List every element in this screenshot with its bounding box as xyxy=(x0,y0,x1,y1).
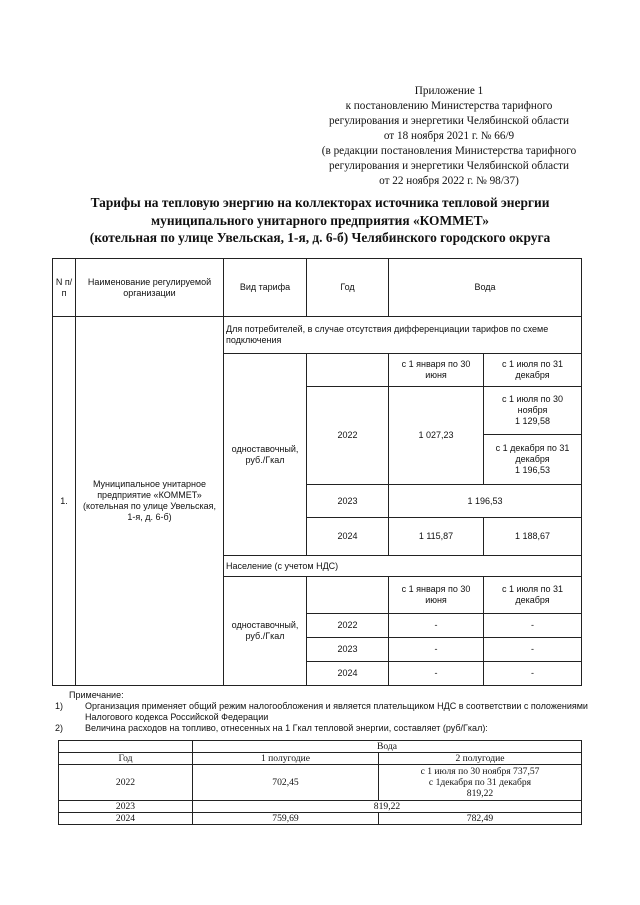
appendix-line: регулирования и энергетики Челябинской области xyxy=(329,115,569,127)
fuel-line: с 1декабря по 31 декабря xyxy=(428,777,532,788)
note-text: Организация применяет общий режим налогообложения и является плательщиком НДС в соответствии с положениями Налогового кодекса Российской Федерации xyxy=(85,701,588,722)
appendix-line: Приложение 1 xyxy=(414,85,484,97)
tariff-value: - xyxy=(389,614,484,638)
tariff-type: одноставочный, руб./Гкал xyxy=(224,577,307,686)
tariff-value: 1 027,23 xyxy=(389,387,484,485)
fuel-header-water: Вода xyxy=(193,741,582,753)
tariff-table xyxy=(52,258,582,686)
appendix-line: от 22 ноября 2022 г. № 98/37) xyxy=(379,175,519,187)
period-h1: с 1 января по 30 июня xyxy=(389,354,484,387)
appendix-line: к постановлению Министерства тарифного xyxy=(345,100,553,112)
appendix-line: регулирования и энергетики Челябинской области xyxy=(329,160,569,172)
fuel-line: с 1 июля по 30 ноября 737,57 xyxy=(420,766,540,777)
empty-cell xyxy=(59,741,193,753)
notes-heading: Примечание: xyxy=(69,690,124,700)
note-number: 1) xyxy=(55,701,64,711)
title-line: (котельная по улице Увельская, 1-я, д. 6-б) Челябинского городского округа xyxy=(89,230,551,245)
section-consumers: Для потребителей, в случае отсутствия дифференциации тарифов по схеме подключения xyxy=(224,317,582,354)
tariff-value xyxy=(484,435,582,485)
fuel-header-h2: 2 полугодие xyxy=(379,753,582,765)
period-label: с 1 июля по 30 ноября xyxy=(501,394,564,415)
year-cell: 2023 xyxy=(307,485,389,518)
tariff-value: 1 196,53 xyxy=(389,485,582,518)
fuel-header-h1: 1 полугодие xyxy=(193,753,379,765)
fuel-year: 2023 xyxy=(59,801,193,813)
tariff-type: одноставочный, руб./Гкал xyxy=(224,354,307,556)
tariff-value: - xyxy=(484,638,582,662)
header-org: Наименование регулируемой организации xyxy=(76,259,224,317)
fuel-line: 819,22 xyxy=(466,788,494,799)
fuel-cost-table xyxy=(58,740,582,825)
org-name: Муниципальное унитарное предприятие «КОММЕТ» (котельная по улице Увельская, 1-я, д. 6-б) xyxy=(76,317,224,686)
empty-cell xyxy=(307,577,389,614)
header-water: Вода xyxy=(389,259,582,317)
period-h2: с 1 июля по 31 декабря xyxy=(484,354,582,387)
section-population: Население (с учетом НДС) xyxy=(224,556,582,577)
title-line: Тарифы на тепловую энергию на коллекторах источника тепловой энергии xyxy=(90,195,550,210)
year-cell: 2024 xyxy=(307,518,389,556)
title-line: муниципального унитарного предприятия «КОММЕТ» xyxy=(151,212,489,228)
notes xyxy=(55,690,595,734)
document-title xyxy=(40,194,600,247)
tariff-value: 1 188,67 xyxy=(484,518,582,556)
note-item xyxy=(55,723,595,734)
period-label: с 1 декабря по 31 декабря xyxy=(495,443,570,464)
note-number: 2) xyxy=(55,723,64,733)
period-h1: с 1 января по 30 июня xyxy=(389,577,484,614)
fuel-value: 759,69 xyxy=(193,813,379,825)
appendix-line: от 18 ноября 2021 г. № 66/9 xyxy=(383,130,515,142)
tariff-value: 1 115,87 xyxy=(389,518,484,556)
fuel-value: 782,49 xyxy=(379,813,582,825)
empty-cell xyxy=(307,354,389,387)
fuel-value xyxy=(379,765,582,801)
note-item xyxy=(55,701,595,723)
tariff-value xyxy=(484,387,582,435)
tariff-value: - xyxy=(389,662,484,686)
row-number: 1. xyxy=(53,317,76,686)
fuel-year: 2022 xyxy=(59,765,193,801)
header-year: Год xyxy=(307,259,389,317)
tariff-value: - xyxy=(389,638,484,662)
year-cell: 2022 xyxy=(307,387,389,485)
year-cell: 2024 xyxy=(307,662,389,686)
year-cell: 2022 xyxy=(307,614,389,638)
period-h2: с 1 июля по 31 декабря xyxy=(484,577,582,614)
appendix-line: (в редакции постановления Министерства тарифного xyxy=(321,145,577,157)
fuel-value: 702,45 xyxy=(193,765,379,801)
header-num: N п/п xyxy=(53,259,76,317)
header-tariff: Вид тарифа xyxy=(224,259,307,317)
appendix-header xyxy=(300,84,598,189)
year-cell: 2023 xyxy=(307,638,389,662)
fuel-header-year: Год xyxy=(59,753,193,765)
fuel-year: 2024 xyxy=(59,813,193,825)
tariff-value: - xyxy=(484,662,582,686)
fuel-value: 819,22 xyxy=(193,801,582,813)
tariff-value: - xyxy=(484,614,582,638)
value-label: 1 196,53 xyxy=(514,465,551,475)
value-label: 1 129,58 xyxy=(514,416,551,426)
note-text: Величина расходов на топливо, отнесенных на 1 Гкал тепловой энергии, составляет (руб/Гкал): xyxy=(85,723,488,733)
